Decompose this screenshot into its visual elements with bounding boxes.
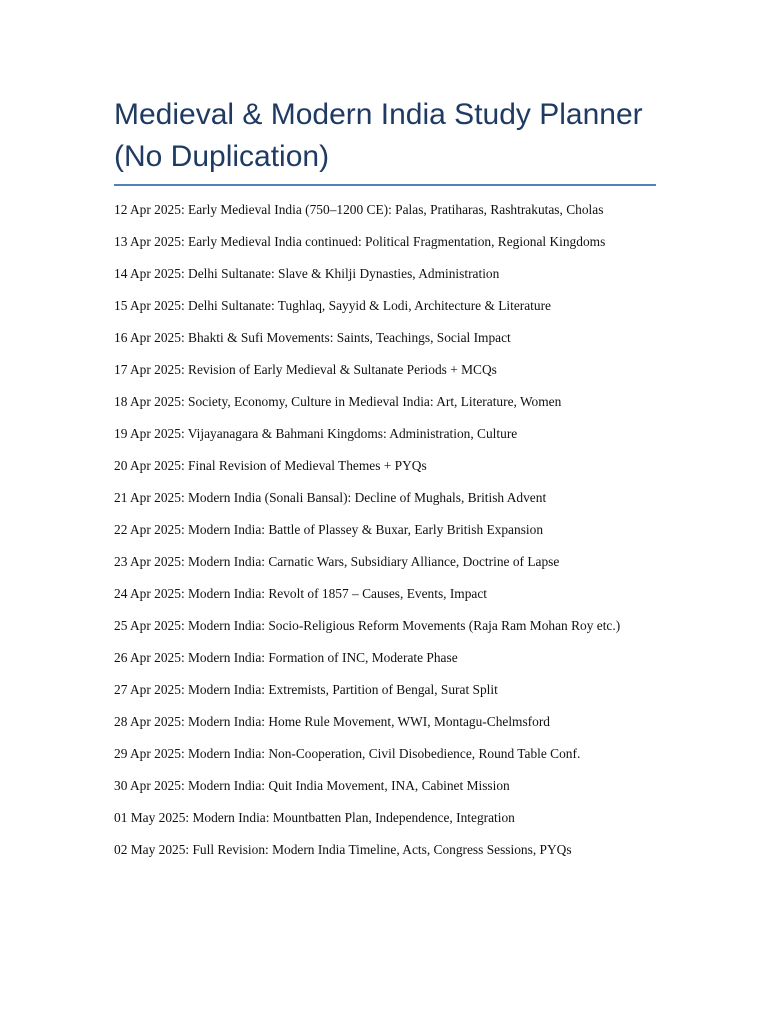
plan-entry: 23 Apr 2025: Modern India: Carnatic Wars, Subsidiary Alliance, Doctrine of Lapse — [114, 554, 560, 569]
plan-entry: 29 Apr 2025: Modern India: Non-Cooperation, Civil Disobedience, Round Table Conf. — [114, 746, 581, 761]
plan-entry: 13 Apr 2025: Early Medieval India continued: Political Fragmentation, Regional Kingdoms — [114, 234, 606, 249]
plan-entry: 22 Apr 2025: Modern India: Battle of Plassey & Buxar, Early British Expansion — [114, 522, 544, 537]
plan-entry: 14 Apr 2025: Delhi Sultanate: Slave & Khilji Dynasties, Administration — [114, 266, 500, 281]
plan-entry: 19 Apr 2025: Vijayanagara & Bahmani Kingdoms: Administration, Culture — [114, 426, 518, 441]
plan-entry: 16 Apr 2025: Bhakti & Sufi Movements: Saints, Teachings, Social Impact — [114, 330, 511, 345]
plan-entry: 26 Apr 2025: Modern India: Formation of INC, Moderate Phase — [114, 650, 458, 665]
study-plan-list — [114, 201, 674, 873]
plan-entry: 27 Apr 2025: Modern India: Extremists, Partition of Bengal, Surat Split — [114, 682, 498, 697]
plan-entry: 02 May 2025: Full Revision: Modern India Timeline, Acts, Congress Sessions, PYQs — [114, 842, 572, 857]
plan-entry: 25 Apr 2025: Modern India: Socio-Religious Reform Movements (Raja Ram Mohan Roy etc.) — [114, 618, 621, 633]
plan-entry: 24 Apr 2025: Modern India: Revolt of 1857 – Causes, Events, Impact — [114, 586, 488, 601]
plan-entry: 20 Apr 2025: Final Revision of Medieval Themes + PYQs — [114, 458, 427, 473]
plan-entry: 30 Apr 2025: Modern India: Quit India Movement, INA, Cabinet Mission — [114, 778, 510, 793]
plan-entry: 01 May 2025: Modern India: Mountbatten Plan, Independence, Integration — [114, 810, 515, 825]
plan-entry: 17 Apr 2025: Revision of Early Medieval & Sultanate Periods + MCQs — [114, 362, 497, 377]
plan-entry: 12 Apr 2025: Early Medieval India (750–1200 CE): Palas, Pratiharas, Rashtrakutas, Cholas — [114, 202, 604, 217]
page-title: Medieval & Modern India Study Planner (No Duplication) — [114, 94, 656, 186]
plan-entry: 21 Apr 2025: Modern India (Sonali Bansal): Decline of Mughals, British Advent — [114, 490, 547, 505]
plan-entry: 18 Apr 2025: Society, Economy, Culture in Medieval India: Art, Literature, Women — [114, 394, 562, 409]
document-page — [114, 94, 656, 857]
plan-entry: 28 Apr 2025: Modern India: Home Rule Movement, WWI, Montagu-Chelmsford — [114, 714, 550, 729]
plan-entry: 15 Apr 2025: Delhi Sultanate: Tughlaq, Sayyid & Lodi, Architecture & Literature — [114, 298, 551, 313]
